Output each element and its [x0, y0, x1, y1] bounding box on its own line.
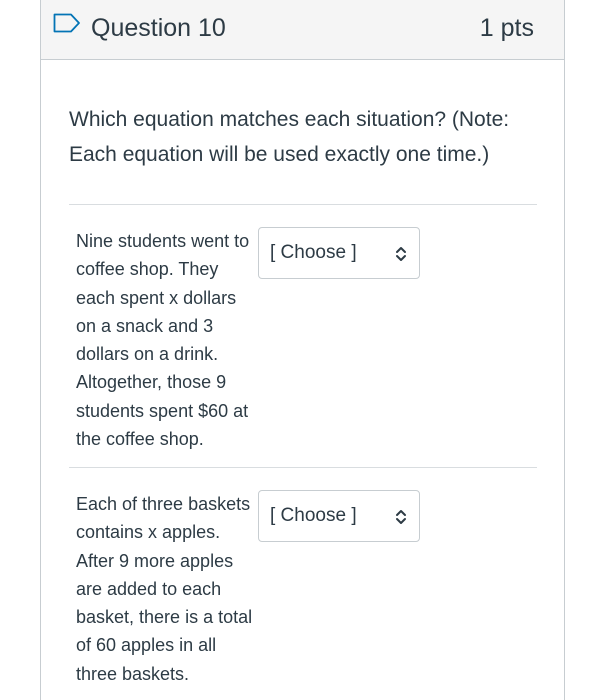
question-prompt: Which equation matches each situation? (Note: Each equation will be used exactly one time.)	[69, 108, 510, 166]
situation-text-1: Nine students went to coffee shop. They each spent x dollars on a snack and 3 dollars on a drink. Altogether, those 9 students spent $60 at the coffee shop.	[76, 231, 250, 450]
flag-question-icon[interactable]	[53, 13, 81, 33]
chevron-up-down-icon	[395, 244, 407, 264]
divider	[69, 204, 537, 205]
question-points: 1 pts	[479, 14, 534, 42]
question-header	[41, 0, 564, 60]
answer-select-1[interactable]	[258, 227, 420, 279]
question-title: Question 10	[91, 14, 226, 42]
chevron-up-down-icon	[395, 507, 407, 527]
answer-select-1-value: [ Choose ]	[270, 242, 357, 263]
answer-select-2-value: [ Choose ]	[270, 505, 357, 526]
situation-text-2: Each of three baskets contains x apples. After 9 more apples are added to each basket, there is a total of 60 apples in all three baskets.	[76, 494, 253, 684]
question-card	[40, 0, 565, 700]
divider	[69, 467, 537, 468]
answer-select-2[interactable]	[258, 490, 420, 542]
